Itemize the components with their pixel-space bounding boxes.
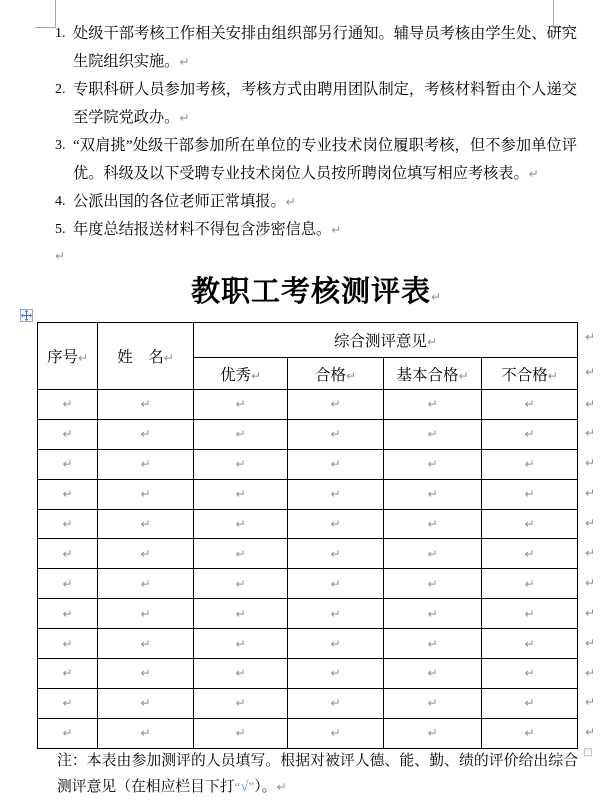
note-paragraph: [57, 748, 578, 800]
paragraph-mark-icon: ↵: [140, 606, 151, 621]
paragraph-mark-icon: ↵: [62, 666, 73, 681]
note-close-quote: ”: [248, 779, 255, 794]
paragraph-mark-icon: ↵: [524, 427, 535, 442]
paragraph-mark-icon: ↵: [585, 396, 596, 411]
empty-cell[interactable]: [98, 569, 194, 599]
paragraph-mark-icon: ↵: [235, 427, 246, 442]
empty-cell[interactable]: [384, 629, 482, 659]
end-of-row-mark: [578, 509, 613, 539]
empty-paragraph: [55, 247, 65, 265]
table-row: [38, 509, 613, 539]
list-item-number: 3.: [55, 138, 66, 153]
end-of-row-mark: [578, 688, 613, 718]
end-of-row-mark: [578, 358, 613, 390]
table-row: [38, 569, 613, 599]
paragraph-mark-icon: ↵: [235, 696, 246, 711]
empty-cell[interactable]: [384, 539, 482, 569]
paragraph-mark-icon: ↵: [427, 606, 438, 621]
paragraph-mark-icon: ↵: [330, 517, 341, 531]
paragraph-mark-icon: ↵: [524, 546, 535, 561]
paragraph-mark-icon: ↵: [426, 335, 438, 349]
empty-cell[interactable]: [288, 479, 384, 509]
paragraph-mark-icon: ↵: [427, 636, 438, 651]
paragraph-mark-icon: ↵: [140, 666, 151, 681]
paragraph-mark-icon: ↵: [330, 726, 341, 741]
paragraph-mark-icon: ↵: [330, 696, 341, 711]
paragraph-mark-icon: ↵: [235, 487, 246, 502]
note-check-mark: √: [240, 779, 249, 795]
table-row: [38, 688, 613, 718]
empty-cell[interactable]: [38, 629, 98, 659]
empty-cell[interactable]: [288, 599, 384, 629]
empty-cell[interactable]: [482, 509, 578, 539]
empty-cell[interactable]: [98, 688, 194, 718]
header-cell-basically-qualified[interactable]: 基本合格↵: [384, 358, 482, 390]
paragraph-mark-icon: ↵: [140, 696, 151, 711]
paragraph-mark-icon: ↵: [330, 636, 341, 651]
paragraph-mark-icon: ↵: [235, 397, 246, 412]
empty-cell[interactable]: [482, 390, 578, 420]
empty-cell[interactable]: [482, 688, 578, 718]
paragraph-mark-icon: ↵: [585, 516, 596, 531]
empty-cell[interactable]: [384, 718, 482, 748]
empty-cell[interactable]: [98, 629, 194, 659]
table-row: [38, 419, 613, 449]
list-item: [55, 188, 577, 216]
paragraph-mark-icon: ↵: [524, 576, 535, 591]
paragraph-mark-icon: ↵: [427, 397, 438, 412]
header-cell-opinion-group[interactable]: 综合测评意见↵: [194, 323, 578, 358]
paragraph-mark-icon: ↵: [140, 397, 151, 412]
paragraph-mark-icon: ↵: [140, 546, 151, 561]
paragraph-mark-icon: ↵: [276, 780, 287, 794]
table-row: [38, 539, 613, 569]
empty-cell[interactable]: [288, 659, 384, 689]
numbered-list: [55, 20, 577, 244]
paragraph-mark-icon: ↵: [330, 427, 341, 442]
paragraph-mark-icon: ↵: [547, 368, 558, 383]
paragraph-mark-icon: ↵: [163, 351, 174, 365]
paragraph-mark-icon: ↵: [524, 487, 535, 502]
paragraph-mark-icon: ↵: [585, 635, 596, 650]
empty-cell[interactable]: [288, 419, 384, 449]
empty-cell[interactable]: [288, 629, 384, 659]
table-row: [38, 479, 613, 509]
end-of-row-mark: [578, 479, 613, 509]
paragraph-mark-icon: ↵: [179, 111, 190, 125]
empty-cell[interactable]: [482, 539, 578, 569]
empty-cell[interactable]: [98, 509, 194, 539]
paragraph-mark-icon: ↵: [331, 223, 342, 237]
end-of-row-mark: [578, 718, 613, 748]
empty-cell[interactable]: [288, 539, 384, 569]
paragraph-mark-icon: ↵: [235, 606, 246, 621]
paragraph-mark-icon: ↵: [524, 636, 535, 651]
paragraph-mark-icon: ↵: [524, 517, 535, 531]
paragraph-mark-icon: ↵: [427, 726, 438, 741]
paragraph-mark-icon: ↵: [427, 427, 438, 442]
empty-cell[interactable]: [38, 599, 98, 629]
end-of-row-mark: [578, 629, 613, 659]
paragraph-mark-icon: ↵: [140, 726, 151, 741]
paragraph-mark-icon: ↵: [330, 576, 341, 591]
paragraph-mark-icon: ↵: [427, 546, 438, 561]
paragraph-mark-icon: ↵: [585, 725, 596, 740]
paragraph-mark-icon: ↵: [330, 546, 341, 561]
four-way-arrow-icon: [21, 310, 32, 321]
paragraph-mark-icon: ↵: [427, 457, 438, 472]
empty-cell[interactable]: [38, 419, 98, 449]
empty-cell[interactable]: [38, 390, 98, 420]
paragraph-mark-icon: ↵: [585, 486, 596, 501]
empty-cell[interactable]: [98, 390, 194, 420]
note-open-quote: “: [234, 779, 241, 794]
empty-cell[interactable]: [384, 599, 482, 629]
list-item-number: 2.: [55, 82, 66, 97]
paragraph-mark-icon: ↵: [62, 636, 73, 651]
empty-cell[interactable]: [288, 509, 384, 539]
empty-cell[interactable]: [384, 449, 482, 479]
empty-cell[interactable]: [98, 419, 194, 449]
list-item: [55, 216, 577, 244]
empty-cell[interactable]: [194, 599, 288, 629]
empty-cell[interactable]: [482, 629, 578, 659]
empty-cell[interactable]: [482, 479, 578, 509]
paragraph-mark-icon: ↵: [458, 368, 469, 383]
table-row: [38, 599, 613, 629]
table-header-row-1: [38, 323, 613, 358]
paragraph-mark-icon: ↵: [345, 368, 357, 383]
empty-cell[interactable]: [38, 688, 98, 718]
paragraph-mark-icon: ↵: [179, 55, 190, 69]
paragraph-mark-icon: ↵: [524, 726, 535, 741]
page-title-text: 教职工考核测评表: [190, 276, 431, 308]
paragraph-mark-icon: ↵: [585, 545, 596, 560]
paragraph-mark-icon: ↵: [77, 351, 89, 365]
paragraph-mark-icon: ↵: [140, 636, 151, 651]
empty-cell[interactable]: [38, 718, 98, 748]
list-item-text: “双肩挑”处级干部参加所在单位的专业技术岗位履职考核，但不参加单位评优。科级及以下受聘专业技术岗位人员按所聘岗位填写相应考核表。↵: [73, 137, 577, 182]
list-item-text: 专职科研人员参加考核，考核方式由聘用团队制定，考核材料暂由个人递交至学院党政办。↵: [73, 81, 577, 126]
paragraph-mark-icon: ↵: [62, 457, 73, 472]
empty-cell[interactable]: [482, 659, 578, 689]
end-of-row-mark: [578, 449, 613, 479]
table-body: [38, 390, 613, 749]
note-text-before: 注：本表由参加测评的人员填写。根据对被评人德、能、勤、绩的评价给出综合测评意见（在相应栏目下打: [57, 753, 578, 795]
paragraph-mark-icon: ↵: [585, 605, 596, 620]
end-of-row-mark: [578, 659, 613, 689]
paragraph-mark-icon: ↵: [427, 576, 438, 591]
header-cell-name[interactable]: 姓 名↵: [98, 323, 194, 390]
paragraph-mark-icon: ↵: [585, 575, 596, 590]
empty-cell[interactable]: [288, 449, 384, 479]
paragraph-mark-icon: ↵: [585, 426, 596, 441]
empty-cell[interactable]: [194, 539, 288, 569]
list-item: [55, 76, 577, 132]
empty-cell[interactable]: [482, 569, 578, 599]
end-of-row-mark: [578, 419, 613, 449]
empty-cell[interactable]: [38, 539, 98, 569]
empty-cell[interactable]: [38, 659, 98, 689]
table-row: [38, 449, 613, 479]
paragraph-mark-icon: ↵: [140, 427, 151, 442]
paragraph-mark-icon: ↵: [524, 397, 535, 412]
header-cell-excellent[interactable]: 优秀↵: [194, 358, 288, 390]
paragraph-mark-icon: ↵: [585, 329, 596, 344]
note-text-after: ）。: [254, 779, 277, 795]
page-title: [55, 274, 577, 310]
empty-cell[interactable]: [384, 390, 482, 420]
paragraph-mark-icon: ↵: [330, 457, 341, 472]
empty-cell[interactable]: [384, 479, 482, 509]
empty-cell[interactable]: [194, 629, 288, 659]
paragraph-mark-icon: ↵: [585, 456, 596, 471]
empty-cell[interactable]: [384, 688, 482, 718]
paragraph-mark-icon: ↵: [62, 606, 73, 621]
paragraph-mark-icon: ↵: [524, 666, 535, 681]
paragraph-mark-icon: ↵: [235, 726, 246, 741]
paragraph-mark-icon: ↵: [285, 195, 296, 209]
paragraph-mark-icon: ↵: [250, 368, 262, 383]
empty-cell[interactable]: [482, 419, 578, 449]
empty-cell[interactable]: [482, 449, 578, 479]
empty-cell[interactable]: [98, 718, 194, 748]
paragraph-mark-icon: ↵: [55, 249, 66, 263]
empty-cell[interactable]: [38, 479, 98, 509]
paragraph-mark-icon: ↵: [427, 696, 438, 711]
empty-cell[interactable]: [384, 419, 482, 449]
table-row: [38, 659, 613, 689]
paragraph-mark-icon: ↵: [330, 397, 341, 412]
list-item-number: 4.: [55, 194, 66, 209]
paragraph-mark-icon: ↵: [235, 546, 246, 561]
paragraph-mark-icon: ↵: [430, 290, 442, 304]
empty-cell[interactable]: [194, 718, 288, 748]
paragraph-mark-icon: ↵: [140, 487, 151, 502]
paragraph-mark-icon: ↵: [235, 517, 246, 531]
empty-cell[interactable]: [38, 569, 98, 599]
end-of-row-mark: [578, 539, 613, 569]
empty-cell[interactable]: [384, 569, 482, 599]
end-of-row-mark: [578, 390, 613, 420]
paragraph-mark-icon: ↵: [62, 576, 73, 591]
paragraph-mark-icon: ↵: [62, 427, 73, 442]
paragraph-mark-icon: ↵: [330, 487, 341, 502]
end-of-row-mark: [578, 599, 613, 629]
evaluation-table: [37, 322, 613, 749]
paragraph-mark-icon: ↵: [524, 457, 535, 472]
list-item-text: 公派出国的各位老师正常填报。↵: [73, 193, 296, 210]
empty-cell[interactable]: [288, 688, 384, 718]
page-margin-corner-mark-top-left: [35, 0, 56, 28]
end-of-row-mark: [578, 569, 613, 599]
empty-cell[interactable]: [482, 599, 578, 629]
paragraph-mark-icon: ↵: [235, 457, 246, 472]
empty-cell[interactable]: [98, 539, 194, 569]
list-item: [55, 20, 577, 76]
header-cell-serial[interactable]: 序号↵: [38, 323, 98, 390]
list-item-number: 5.: [55, 222, 66, 237]
table-row: [38, 629, 613, 659]
paragraph-mark-icon: ↵: [585, 364, 596, 379]
list-item-text: 处级干部考核工作相关安排由组织部另行通知。辅导员考核由学生处、研究生院组织实施。↵: [73, 25, 577, 70]
empty-cell[interactable]: [98, 479, 194, 509]
paragraph-mark-icon: ↵: [330, 606, 341, 621]
header-cell-unqualified[interactable]: 不合格↵: [482, 358, 578, 390]
paragraph-mark-icon: ↵: [62, 726, 73, 741]
end-of-table-mark: □: [583, 747, 593, 758]
paragraph-mark-icon: ↵: [140, 576, 151, 591]
paragraph-mark-icon: ↵: [235, 666, 246, 681]
list-item: [55, 132, 577, 188]
empty-cell[interactable]: [384, 509, 482, 539]
paragraph-mark-icon: ↵: [585, 695, 596, 710]
empty-cell[interactable]: [194, 659, 288, 689]
empty-cell[interactable]: [194, 688, 288, 718]
paragraph-mark-icon: ↵: [427, 666, 438, 681]
empty-cell[interactable]: [98, 659, 194, 689]
empty-cell[interactable]: [98, 449, 194, 479]
empty-cell[interactable]: [38, 449, 98, 479]
empty-cell[interactable]: [194, 390, 288, 420]
table-row: [38, 718, 613, 748]
empty-cell[interactable]: [194, 449, 288, 479]
empty-cell[interactable]: [384, 659, 482, 689]
paragraph-mark-icon: ↵: [62, 397, 73, 412]
empty-cell[interactable]: [194, 419, 288, 449]
paragraph-mark-icon: ↵: [235, 636, 246, 651]
empty-cell[interactable]: [288, 718, 384, 748]
empty-cell[interactable]: [194, 569, 288, 599]
paragraph-mark-icon: ↵: [330, 666, 341, 681]
empty-cell[interactable]: [288, 390, 384, 420]
list-item-number: 1.: [55, 26, 66, 41]
paragraph-mark-icon: ↵: [585, 665, 596, 680]
paragraph-mark-icon: ↵: [140, 457, 151, 472]
paragraph-mark-icon: ↵: [427, 487, 438, 502]
paragraph-mark-icon: ↵: [427, 517, 438, 531]
table-row: [38, 390, 613, 420]
end-of-row-mark: [578, 323, 613, 358]
empty-cell[interactable]: [288, 569, 384, 599]
header-cell-qualified[interactable]: 合格↵: [288, 358, 384, 390]
empty-cell[interactable]: [98, 599, 194, 629]
paragraph-mark-icon: ↵: [528, 167, 539, 181]
paragraph-mark-icon: ↵: [62, 517, 73, 531]
empty-cell[interactable]: [194, 479, 288, 509]
paragraph-mark-icon: ↵: [62, 696, 73, 711]
paragraph-mark-icon: ↵: [235, 576, 246, 591]
paragraph-mark-icon: ↵: [524, 606, 535, 621]
paragraph-mark-icon: ↵: [62, 487, 73, 502]
empty-cell[interactable]: [482, 718, 578, 748]
paragraph-mark-icon: ↵: [140, 517, 151, 531]
paragraph-mark-icon: ↵: [62, 546, 73, 561]
table-move-handle[interactable]: [20, 309, 33, 322]
empty-cell[interactable]: [194, 509, 288, 539]
paragraph-mark-icon: ↵: [524, 696, 535, 711]
list-item-text: 年度总结报送材料不得包含涉密信息。↵: [73, 221, 342, 238]
empty-cell[interactable]: [38, 509, 98, 539]
